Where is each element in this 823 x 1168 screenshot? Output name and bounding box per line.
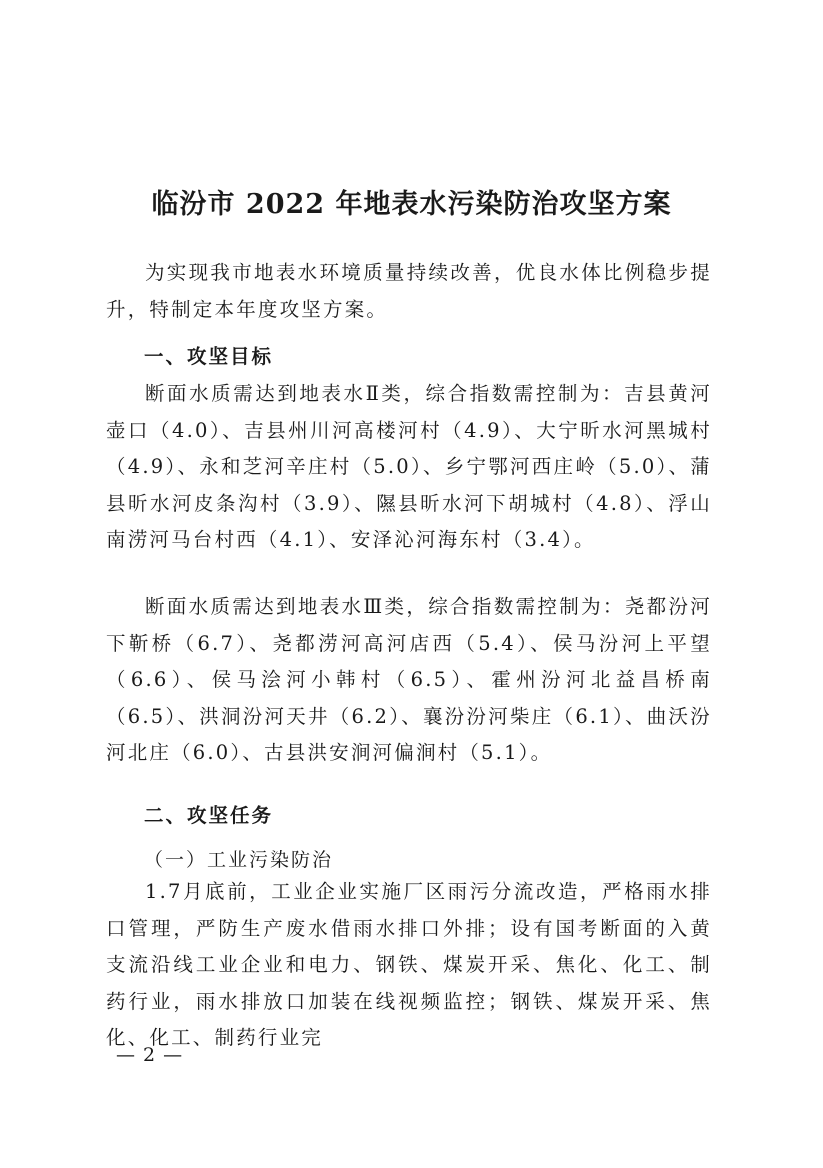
industrial-paragraph-1: 1.7月底前，工业企业实施厂区雨污分流改造，严格雨水排口管理，严防生产废水借雨水排口外排；设有国考断面的入黄支流沿线工业企业和电力、钢铁、煤炭开采、焦化、化工、制药行业，雨水排放口加装在线视频监控；钢铁、煤炭开采、焦化、化工、制药行业完 [106, 880, 712, 1049]
goals-paragraph-class-2: 断面水质需达到地表水Ⅱ类，综合指数需控制为：吉县黄河壶口（4.0）、吉县州川河高楼河村（4.9）、大宁昕水河黑城村（4.9）、永和芝河辛庄村（5.0）、乡宁鄂河西庄岭（5.0）、蒲县昕水河皮条沟村（3.9）、隰县昕水河下胡城村（4.8）、浮山南涝河马台村西（4.1）、安泽沁河海东村（3.4）。 [106, 382, 712, 551]
industrial-block [106, 874, 712, 1057]
intro-paragraph: 为实现我市地表水环境质量持续改善，优良水体比例稳步提升，特制定本年度攻坚方案。 [106, 261, 712, 321]
section-heading-goals: 一、攻坚目标 [144, 345, 274, 368]
subsection-heading-industrial: （一）工业污染防治 [144, 849, 334, 871]
goals-block-1 [106, 376, 712, 559]
section-heading-tasks: 二、攻坚任务 [144, 804, 274, 827]
document-title: 临汾市 2022 年地表水污染防治攻坚方案 [151, 189, 672, 220]
goals-block-2 [106, 589, 712, 772]
intro-block [106, 255, 712, 328]
page-number: — 2 — [116, 1044, 184, 1066]
goals-paragraph-class-3: 断面水质需达到地表水Ⅲ类，综合指数需控制为：尧都汾河下靳桥（6.7）、尧都涝河高河店西（5.4）、侯马汾河上平望（6.6）、侯马浍河小韩村（6.5）、霍州汾河北益昌桥南（6.5）、洪洞汾河天井（6.2）、襄汾汾河柴庄（6.1）、曲沃汾河北庄（6.0）、古县洪安涧河偏涧村（5.1）。 [106, 595, 712, 764]
